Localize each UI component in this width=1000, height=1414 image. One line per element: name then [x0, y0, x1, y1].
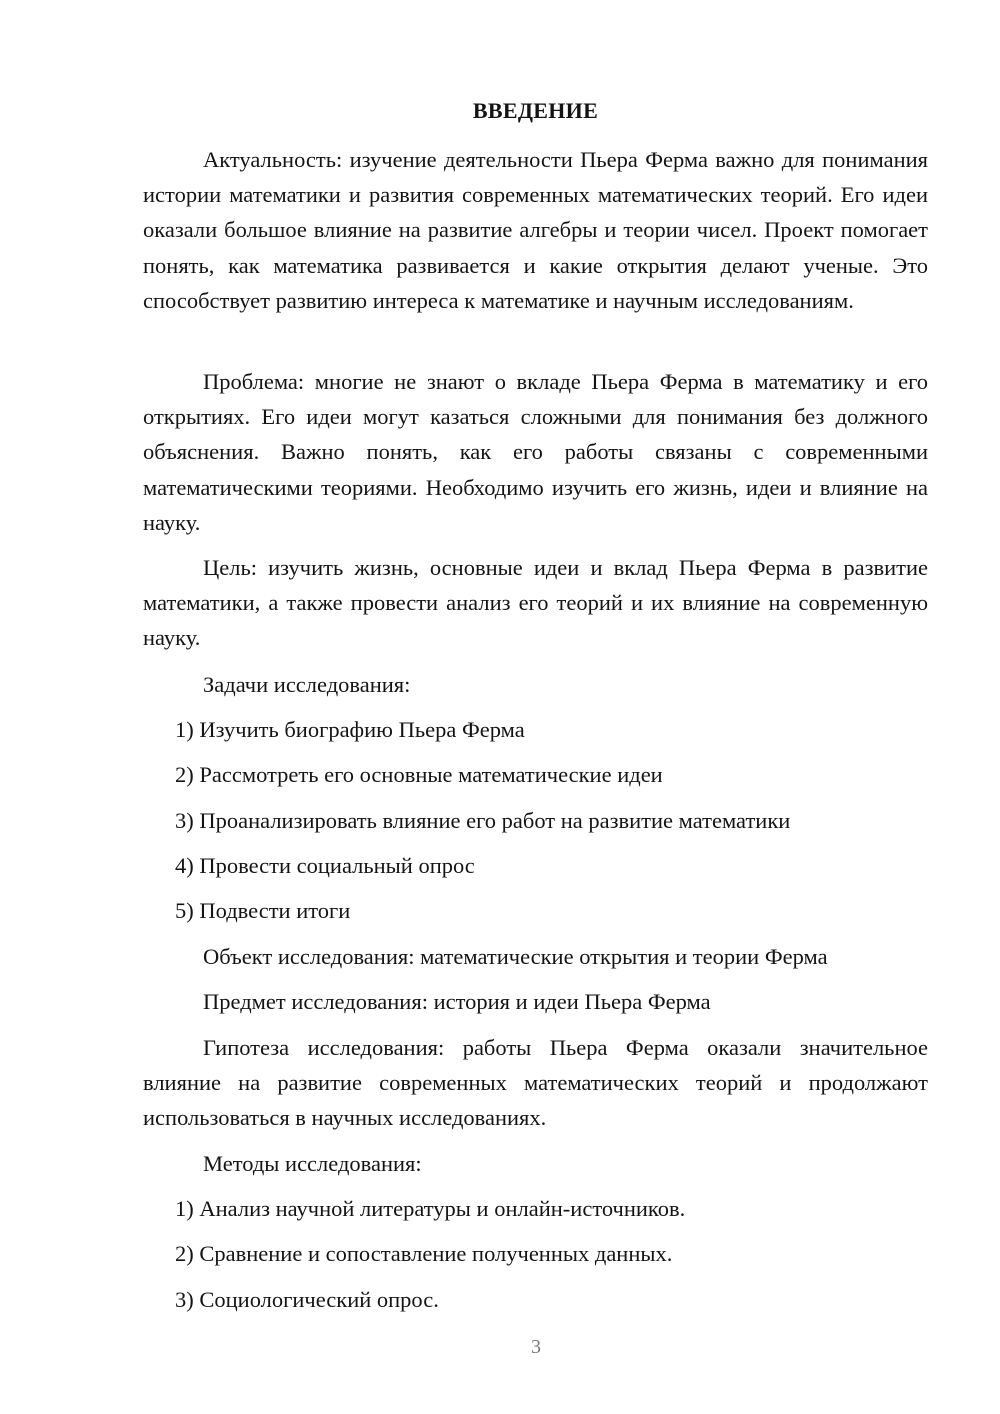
research-subject: Предмет исследования: история и идеи Пьера Ферма [203, 989, 711, 1014]
relevance-paragraph: Актуальность: изучение деятельности Пьера Ферма важно для понимания истории математики и развития современных математических теорий. Его идеи оказали большое влияние на развитие алгебры и теории чисел. Проект помогает понять, как математика развивается и какие открытия делают ученые. Это способствует развитию интереса к математике и научным исследованиям. [143, 147, 928, 313]
hypothesis-paragraph: Гипотеза исследования: работы Пьера Ферма оказали значительное влияние на развитие современных математических теорий и продолжают использоваться в научных исследованиях. [143, 1035, 928, 1131]
task-item: 5) Подвести итоги [175, 898, 351, 923]
method-item: 3) Социологический опрос. [175, 1287, 439, 1312]
task-item: 4) Провести социальный опрос [175, 853, 475, 878]
tasks-heading: Задачи исследования: [203, 672, 411, 697]
research-object: Объект исследования: математические открытия и теории Ферма [203, 944, 828, 969]
problem-paragraph: Проблема: многие не знают о вкладе Пьера Ферма в математику и его открытиях. Его идеи могут казаться сложными для понимания без должного объяснения. Важно понять, как его работы связаны с современными математическими теориями. Необходимо изучить его жизнь, идеи и влияние на науку. [143, 369, 928, 535]
task-item: 3) Проанализировать влияние его работ на развитие математики [175, 808, 791, 833]
page-title: ВВЕДЕНИЕ [472, 98, 599, 123]
goal-paragraph: Цель: изучить жизнь, основные идеи и вклад Пьера Ферма в развитие математики, а также провести анализ его теорий и их влияние на современную науку. [143, 555, 928, 651]
task-item: 1) Изучить биографию Пьера Ферма [175, 717, 525, 742]
method-item: 2) Сравнение и сопоставление полученных данных. [175, 1241, 673, 1266]
page-number: 3 [531, 1336, 541, 1358]
task-item: 2) Рассмотреть его основные математические идеи [175, 762, 663, 787]
method-item: 1) Анализ научной литературы и онлайн-источников. [175, 1196, 686, 1221]
methods-heading: Методы исследования: [203, 1151, 422, 1176]
